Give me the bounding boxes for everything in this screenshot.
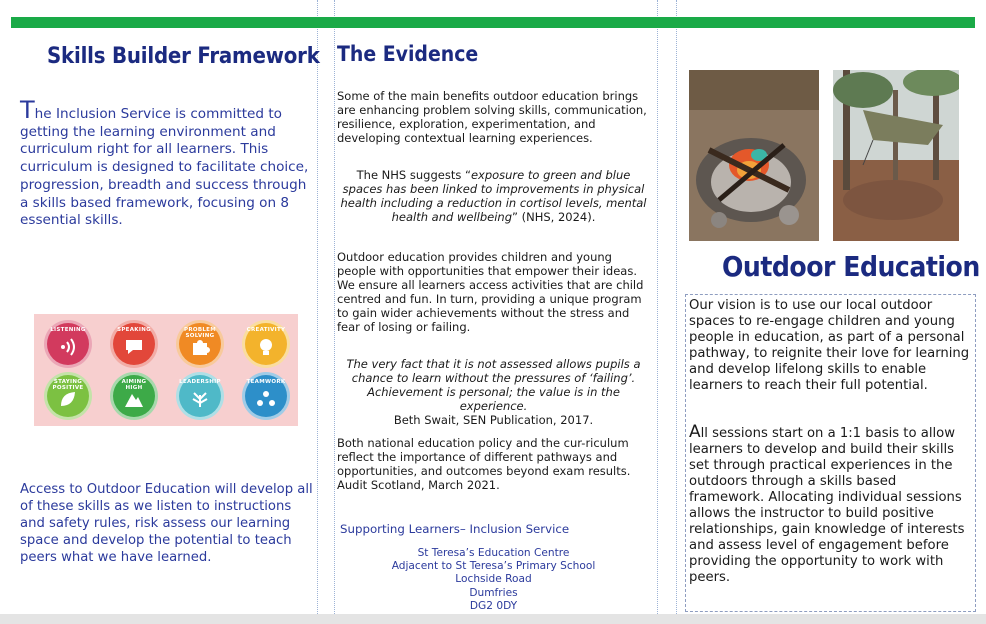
skill-teamwork (242, 372, 290, 420)
skill-speaking (110, 320, 158, 368)
nhs-quote-paragraph (337, 168, 650, 224)
swait-quote-text: The very fact that it is not assessed allows pupils a chance to learn without the pressures of ‘failing’. Achievement is personal; the value is in the experience. (346, 357, 641, 413)
intro-dropcap: T (20, 96, 35, 124)
skill-listening (44, 320, 92, 368)
address-line: Adjacent to St Teresa’s Primary School (391, 560, 596, 573)
sessions-dropcap: A (689, 422, 701, 442)
address-line: DG2 0DY (469, 599, 518, 612)
hands-icon (188, 387, 212, 411)
skill-creativity (242, 320, 290, 368)
campfire-photo (689, 70, 819, 241)
swait-citation: Beth Swait, SEN Publication, 2017. (393, 413, 594, 427)
skill-label: CREATIVITY (246, 327, 286, 333)
header-accent-bar (11, 17, 975, 28)
vision-paragraph: Our vision is to use our local outdoor spaces to re-engage children and young people in education, as part of a personal pathway, to reignite their love for learning and develop lifelong skills to enable learners to reach their full potential. (689, 298, 970, 393)
opportunities-paragraph: Outdoor education provides children and young people with opportunities that empower their ideas. We ensure all learners access activities that are child centred and fun. In turn, providing a unique program to gain wider achievements without the stress and fear of losing or failing. (337, 250, 644, 334)
lightbulb-icon (254, 335, 278, 359)
skill-staying-positive (44, 372, 92, 420)
evidence-title: The Evidence (337, 42, 479, 66)
speech-bubble-icon (122, 335, 146, 359)
inclusion-intro-paragraph (20, 96, 316, 230)
skill-label: AIMING HIGH (121, 379, 147, 391)
address-line: Lochside Road (455, 573, 532, 586)
skill-aiming-high (110, 372, 158, 420)
outdoor-skills-paragraph: Access to Outdoor Education will develop all of these skills as we listen to instructions and safety rules, risk assess our learning space and develop the potential to teach peers what we have learned. (20, 482, 313, 565)
policy-text: Both national education policy and the cur-riculum reflect the importance of different pathways and opportunities, and outcomes beyond exam results. (337, 436, 631, 478)
audit-citation: Audit Scotland, March 2021. (337, 478, 500, 492)
benefits-paragraph: Some of the main benefits outdoor education brings are enhancing problem solving skills, communication, resilience, exploration, experimentation, and developing contextual learning experiences. (337, 89, 647, 145)
outdoor-education-title: Outdoor Education (722, 250, 980, 283)
team-icon (254, 387, 278, 411)
sessions-text: ll sessions start on a 1:1 basis to allow learners to develop and build their skills set through practical experiences in the outdoors through a skills based framework. Allocating individual sessions allows the instructor to build positive relationships, gain knowledge of interests and assess level of engagement before providing the opportunity to work with peers. (689, 426, 965, 585)
policy-paragraph (337, 436, 650, 492)
horizontal-scrollbar[interactable] (0, 614, 986, 624)
skill-label: PROBLEM SOLVING (184, 327, 216, 339)
skill-leadership (176, 372, 224, 420)
skill-label: LISTENING (50, 327, 86, 333)
forest-shelter-photo (833, 70, 959, 241)
skills-builder-graphic (34, 314, 298, 426)
address-line: St Teresa’s Education Centre (417, 547, 570, 559)
nhs-quote: exposure to green and blue spaces has been linked to improvements in physical health including a reduction in cortisol levels, mental health and wellbeing (340, 168, 647, 224)
sessions-paragraph (689, 424, 973, 586)
skill-problem-solving (176, 320, 224, 368)
address-block (337, 547, 650, 613)
skill-label: TEAMWORK (246, 379, 286, 385)
soundwave-icon (56, 335, 80, 359)
supporting-learners-subtitle: Supporting Learners– Inclusion Service (340, 522, 570, 536)
address-line: Dumfries (469, 586, 518, 599)
nhs-intro: The NHS suggests “ (356, 168, 471, 182)
nhs-citation: ” (NHS, 2024). (512, 210, 596, 224)
skill-label: SPEAKING (117, 327, 151, 333)
skills-builder-title: Skills Builder Framework (47, 44, 320, 69)
skill-label: STAYING POSITIVE (52, 379, 84, 391)
intro-text: he Inclusion Service is committed to getting the learning environment and curriculum right for all learners. This curriculum is designed to facilitate choice, progression, breadth and success through a skills based framework, focusing on 8 essential skills. (20, 106, 309, 229)
swait-quote (337, 357, 650, 427)
skill-label: LEADERSHIP (179, 379, 221, 385)
